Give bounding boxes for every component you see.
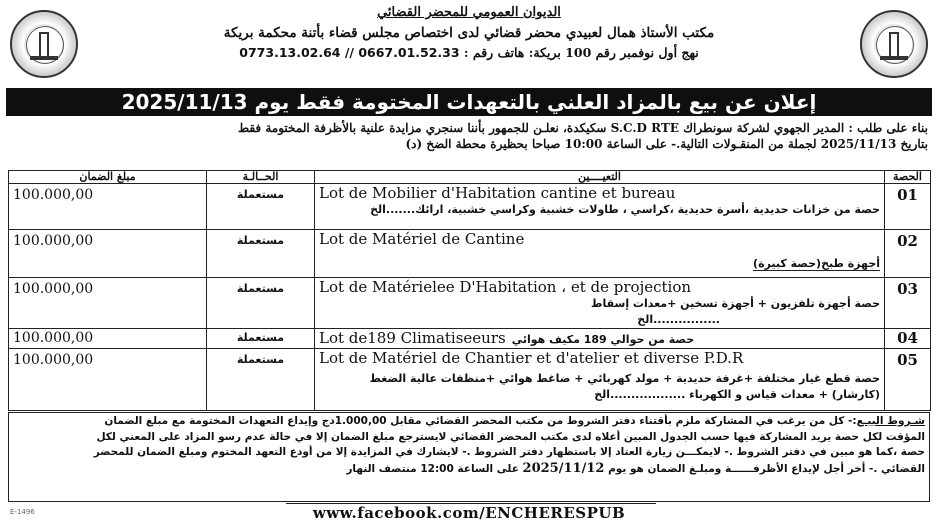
intro-line-2: بتاريخ 2025/11/13 لجملة من المنقـولات التالية.- على الساعة 10:00 صباحا بحظيرة محطة الضخ (د) bbox=[405, 137, 928, 151]
deadline-date: 2025/11/12 bbox=[522, 460, 605, 476]
lot-number: 01 bbox=[885, 184, 931, 230]
header-designation: التعيــــين bbox=[315, 171, 885, 184]
table-row bbox=[9, 184, 931, 230]
lot-description bbox=[315, 278, 885, 329]
sale-conditions bbox=[8, 412, 930, 502]
table-row bbox=[9, 349, 931, 411]
lot-title-fr: Lot de Matériel de Chantier et d'atelier et diverse P.D.R bbox=[319, 349, 744, 367]
reference-code: E-1496 bbox=[10, 508, 35, 516]
notice-title: إعلان عن بيع بالمزاد العلني بالتعهدات المختومة فقط يوم 2025/11/13 bbox=[6, 88, 932, 116]
lots-table bbox=[8, 170, 931, 411]
lot-title-fr: Lot de189 Climatiseeurs bbox=[319, 329, 506, 347]
letterhead bbox=[86, 4, 852, 92]
lot-state: مستعملة bbox=[207, 230, 315, 278]
intro-paragraph bbox=[10, 120, 928, 152]
lot-title-fr: Lot de Matérielee D'Habitation ، et de projection bbox=[319, 278, 692, 296]
lot-title-fr: Lot de Matériel de Cantine bbox=[319, 230, 525, 248]
lot-description bbox=[315, 329, 885, 349]
lot-details-ar: حصة أجهزة تلفزيون + أجهزة تسخين +معدات إسقاط bbox=[591, 297, 880, 310]
lot-state: مستعملة bbox=[207, 329, 315, 349]
header-state: الحــالـة bbox=[207, 171, 315, 184]
lot-description bbox=[315, 230, 885, 278]
lot-number: 05 bbox=[885, 349, 931, 411]
lot-price: 100.000,00 bbox=[9, 349, 207, 411]
conditions-label: شـروط البيـع bbox=[856, 415, 925, 427]
table-row bbox=[9, 230, 931, 278]
table-row bbox=[9, 278, 931, 329]
lot-state: مستعملة bbox=[207, 278, 315, 329]
lot-details-ar: حصة من حوالي 189 مكيف هوائي bbox=[511, 333, 695, 346]
intro-line-1: بناء على طلب : المدير الجهوي لشركة سونطراك S.C.D RTE سكيكدة، نعلـن للجمهور بأننا سنجري مزايدة علنية بالأظرفة المختومة فقط bbox=[237, 121, 928, 135]
table-header-row bbox=[9, 171, 931, 184]
lot-price: 100.000,00 bbox=[9, 184, 207, 230]
table-row bbox=[9, 329, 931, 349]
lot-title-fr: Lot de Mobilier d'Habitation cantine et bureau bbox=[319, 184, 676, 202]
lot-number: 02 bbox=[885, 230, 931, 278]
lot-state: مستعملة bbox=[207, 184, 315, 230]
lot-details-ar: حصة قطع غيار مختلفة +غرفة حديدية + مولد كهربائي + ضاغط هوائي +منظفات عالية الضغط bbox=[369, 372, 880, 385]
lot-details-ar: أجهزة طبخ(حصة كبيرة) bbox=[753, 257, 880, 270]
lot-details-ar: ................الخ bbox=[637, 313, 720, 326]
phone-numbers: 0773.13.02.64 // 0667.01.52.33 bbox=[239, 45, 460, 60]
lot-number: 04 bbox=[885, 329, 931, 349]
auction-notice bbox=[6, 4, 932, 522]
lot-price: 100.000,00 bbox=[9, 329, 207, 349]
footer-link[interactable]: www.facebook.com/ENCHERESPUB bbox=[312, 504, 626, 522]
lot-details-ar: حصة من خزانات حديدية ،أسرة حديدية ،كراسي ، طاولات خشبية وكراسي خشبية، ارائك.......الخ bbox=[370, 203, 880, 216]
scales-emblem-icon bbox=[10, 10, 78, 78]
conditions-line-4: القضائي .- أخر أجل لإيداع الأظرفــــــة ومبلـغ الضمان هو يوم 2025/11/12 على الساعة 12:00 منتصف النهار bbox=[346, 460, 925, 476]
address-text: نهج أول نوفمبر رقم 100 بريكة: هاتف رقم : bbox=[463, 45, 699, 60]
conditions-line-1: شـروط البيـع:- كل من يرغب في المشاركة ملزم بأقتناء دفتر الشروط من مكتب المحضر القضائي مقابل 1.000,00دج وإيداع التعهدات المختومة مع مبلغ الضمان bbox=[104, 415, 925, 427]
conditions-line-2: المؤقت لكل حصة يريد المشاركة فيها حسب الجدول المبين أعلاه لدى مكتب المحضر القضائي لايسترجع مبلغ الضمان إلا في حالة عدم رسو المزاد على المعني لكل bbox=[96, 430, 925, 443]
lot-description bbox=[315, 184, 885, 230]
lawyer-line: مكتب الأستاذ همال لعبيدي محضر قضائي لدى اختصاص مجلس قضاء بأتنة محكمة بريكة bbox=[223, 25, 715, 41]
conditions-line-3: حصة ،كما هو مبين في دفتر الشروط .- لايمكـــن زيارة العتاد إلا باستظهار دفتر الشروط .- لايشارك في المزايدة إلا من أودع التعهد المختوم ومبلغ الضمان للمحضر bbox=[93, 446, 925, 458]
address-line bbox=[86, 44, 852, 62]
scales-emblem-icon bbox=[860, 10, 928, 78]
header-price: مبلغ الضمان bbox=[9, 171, 207, 184]
lot-description bbox=[315, 349, 885, 411]
office-name: الديوان العمومي للمحضر القضائي bbox=[377, 5, 561, 20]
header-lot: الحصة bbox=[885, 171, 931, 184]
lot-number: 03 bbox=[885, 278, 931, 329]
lot-details-ar: (كارشار) + معدات قياس و الكهرباء ..................الخ bbox=[594, 388, 880, 401]
lot-price: 100.000,00 bbox=[9, 230, 207, 278]
lot-state: مستعملة bbox=[207, 349, 315, 411]
lot-price: 100.000,00 bbox=[9, 278, 207, 329]
